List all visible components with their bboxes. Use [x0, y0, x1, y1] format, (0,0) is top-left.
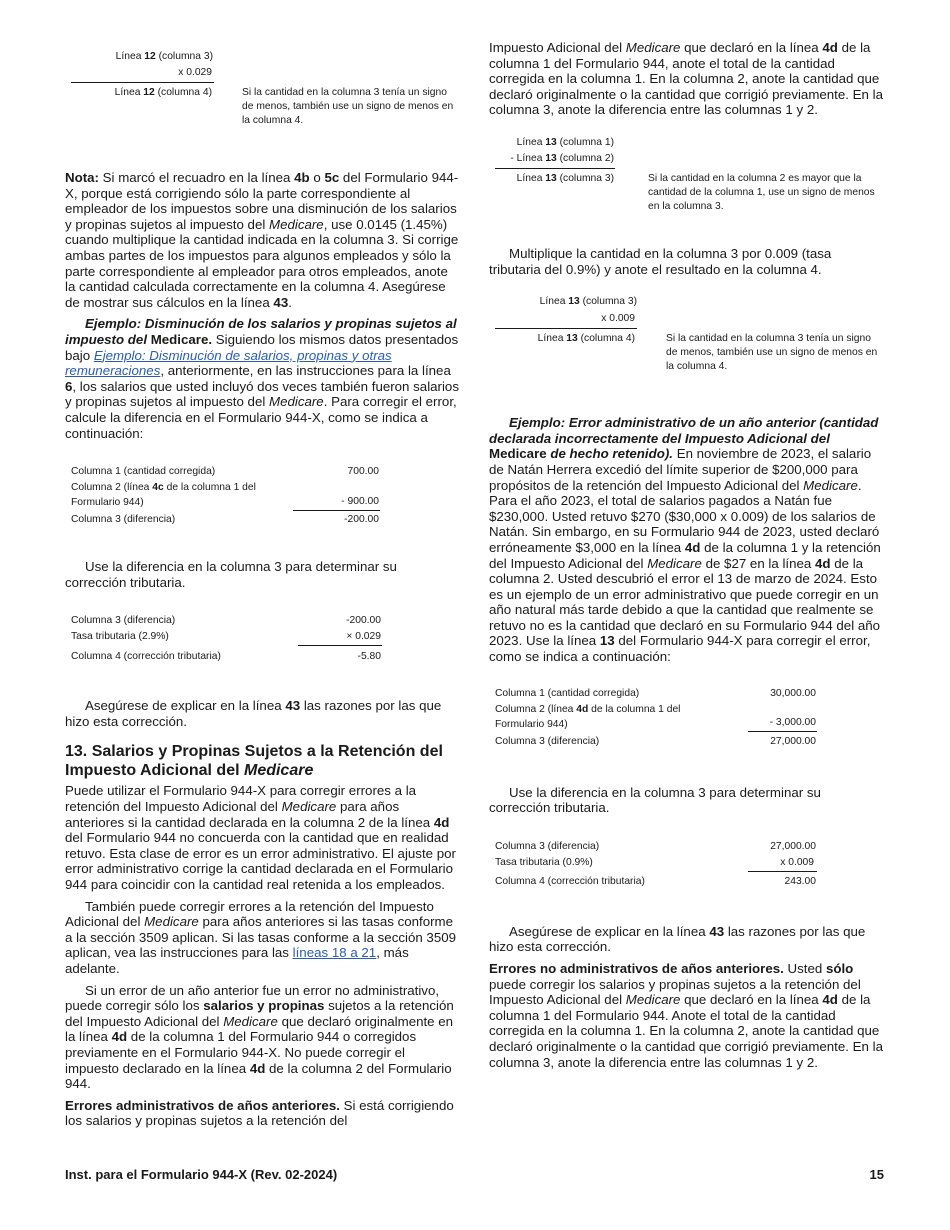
section-13-paragraph-2: También puede corregir errores a la retención del Impuesto Adicional del Medicare para años anteriores si las tasas conforme a la sección 3509 aplican. Si las tasas conforme a la sección 3509 aplican, vea las instrucciones para las líneas 18 a 21, más adelante. [65, 898, 457, 976]
table-row-label: Columna 1 (cantidad corregida) [71, 466, 216, 478]
footer-form-title: Inst. para el Formulario 944-X (Rev. 02-2024) [65, 1167, 338, 1182]
table-row-value: × 0.029 [346, 631, 381, 643]
lineas-18-21-link[interactable]: líneas 18 a 21 [292, 945, 377, 961]
table-row-label: Columna 3 (diferencia) [71, 615, 176, 627]
difference-table-right [489, 679, 885, 771]
calc-line12-multiplier: x 0.029 [178, 67, 212, 78]
ejemplo-disminucion-link[interactable]: Ejemplo: Disminución de salarios, propinas y otras remuneraciones [65, 347, 392, 379]
multiplique-paragraph: Multiplique la cantidad en la columna 3 por 0.009 (tasa tributaria del 0.9%) y anote el resultado en la columna 4. [489, 245, 832, 277]
nota-paragraph: Nota: Si marcó el recuadro en la línea 4b o 5c del Formulario 944-X, porque está corrigiendo sólo la parte correspondiente al empleador de los impuestos sobre una disminución de los salarios y propinas sujetos al impuesto del Medicare, use 0.0145 (1.45%) cuando multiplique la cantidad indicada en la columna 3. Si corrige ambas partes de los impuestos para algunos empleados y sólo la parte correspondiente al empleador para otros empleados, anote la cantidad calculada correctamente en la columna 4. Asegúrese de mostrar sus cálculos en la línea 43. [65, 170, 459, 310]
left-column [65, 40, 461, 1129]
calc-line12-note: Si la cantidad en la columna 3 tenía un signo de menos, también use un signo de menos en la columna 4. [242, 87, 454, 126]
table-row-value: x 0.009 [780, 856, 814, 868]
calc-line13-note: Si la cantidad en la columna 2 es mayor que la cantidad de la columna 1, use un signo de menos en la columna 3. [648, 172, 875, 212]
calc-line13-multiply [489, 287, 885, 415]
tax-correction-table-right [489, 830, 885, 920]
right-column [489, 40, 885, 1070]
table-total-rule [293, 510, 380, 511]
calc-line12 [65, 40, 461, 138]
table-row-label: Columna 1 (cantidad corregida) [495, 687, 640, 699]
tax-correction-table-left [65, 604, 461, 694]
calc-line13b-col3: Línea 13 (columna 3) [539, 296, 637, 308]
calc-line13b-col4: Línea 13 (columna 4) [537, 333, 635, 345]
table-total-rule [748, 731, 817, 732]
section-13-heading: 13. Salarios y Propinas Sujetos a la Retención del Impuesto Adicional del Medicare [65, 743, 443, 780]
calc-line13b-multiplier: x 0.009 [601, 313, 635, 325]
asegurese-paragraph-right: Asegúrese de explicar en la línea 43 las razones por las que hizo esta corrección. [489, 923, 866, 955]
table-total-rule [298, 645, 382, 646]
table-row-label: Columna 3 (diferencia) [495, 840, 600, 852]
table-row-label: Columna 4 (corrección tributaria) [71, 651, 221, 663]
table-row-value: -200.00 [346, 615, 381, 627]
table-row-label: Tasa tributaria (0.9%) [495, 856, 593, 868]
table-row-value: - 3,000.00 [769, 716, 816, 728]
calc-line13-col3: Línea 13 (columna 3) [516, 172, 614, 184]
table-row-label: Columna 2 (línea 4c de la columna 1 del [71, 482, 256, 494]
calc-line13-rule [495, 168, 615, 169]
errores-no-administrativos-paragraph: Errores no administrativos de años anteriores. Usted sólo puede corregir los salarios y propinas sujetos a la retención del Impuesto Adicional del Medicare que declaró en la línea 4d de la columna 1 del Formulario 944. Anote el total de la cantidad corregida en la columna 1. En la columna 2, anote la cantidad que declaró originalmente o la cantidad que corrigió previamente. En la columna 3, anote la diferencia entre las columnas 1 y 2. [489, 961, 883, 1070]
table-row-label: Columna 3 (diferencia) [71, 514, 176, 526]
table-row-value: -200.00 [344, 514, 379, 526]
calc-line13-col2: - Línea 13 (columna 2) [510, 152, 614, 164]
table-row-label: Columna 2 (línea 4d de la columna 1 del [495, 703, 681, 715]
table-row-label: Columna 4 (corrección tributaria) [495, 875, 645, 887]
table-row-value: - 900.00 [341, 496, 379, 508]
difference-table-left [65, 455, 461, 545]
table-row-value: 27,000.00 [770, 735, 816, 747]
calc-line13-difference [489, 128, 885, 238]
table-row-value: 27,000.00 [770, 840, 816, 852]
ejemplo-medicare-paragraph: Ejemplo: Disminución de los salarios y propinas sujetos al impuesto del Medicare. Siguiendo los mismos datos presentados bajo Ejemplo: Disminución de salarios, propinas y otras remuneraciones, anteriormente, en las instrucciones para la línea 6, los salarios que usted incluyó dos veces también fueron salarios y propinas sujetos al impuesto del Medicare. Para corregir el error, calcule la diferencia en el Formulario 944-X, como se indica a continuación: [65, 316, 459, 441]
calc-line12-rule [71, 82, 214, 83]
table-row-value: -5.80 [357, 651, 381, 663]
use-difference-paragraph-right: Use la diferencia en la columna 3 para determinar su corrección tributaria. [489, 784, 821, 816]
calc-line13-col1: Línea 13 (columna 1) [516, 136, 614, 148]
section-13-paragraph-1: Puede utilizar el Formulario 944-X para corregir errores a la retención del Impuesto Adicional del Medicare para años anteriores si la cantidad declarada en la columna 2 de la línea 4d del Formulario 944 no concuerda con la cantidad que en realidad retuvo. Esta clase de error es un error administrativo. El ajuste por error administrativo corrige la cantidad declarada en el Formulario 944 para coincidir con la cantidad real retenida a los empleados. [65, 783, 456, 893]
errores-administrativos-paragraph: Errores administrativos de años anteriores. Si está corrigiendo los salarios y propinas sujetos a la retención del [65, 1097, 454, 1129]
table-row-label: Tasa tributaria (2.9%) [71, 631, 169, 643]
calc-line12-col3: Línea 12 (columna 3) [115, 51, 213, 62]
table-row-label: Columna 3 (diferencia) [495, 735, 600, 747]
table-row-label: Formulario 944) [495, 718, 568, 730]
page-number: 15 [869, 1167, 884, 1182]
asegurese-paragraph: Asegúrese de explicar en la línea 43 las razones por las que hizo esta corrección. [65, 698, 442, 729]
section-13-paragraph-3: Si un error de un año anterior fue un error no administrativo, puede corregir sólo los salarios y propinas sujetos a la retención del Impuesto Adicional del Medicare que declaró originalmente en la línea 4d de la columna 1 del Formulario 944 o corregidos previamente en el Formulario 944-X. No puede corregir el impuesto declarado en la línea 4d de la columna 2 del Formulario 944. [65, 982, 454, 1092]
calc-line13b-note: Si la cantidad en la columna 3 tenía un signo de menos, también use un signo de menos en la columna 4. [666, 333, 878, 373]
table-row-value: 243.00 [784, 875, 816, 887]
table-row-label: Formulario 944) [71, 497, 144, 509]
ejemplo-error-administrativo-paragraph: Ejemplo: Error administrativo de un año anterior (cantidad declarada incorrectamente del Impuesto Adicional del Medicare de hecho retenido). En noviembre de 2023, el salario de Natán Herrera excedió del límite superior de $200,000 para propósitos de la retención del Impuesto Adicional del Medicare. Para el año 2023, el total de salarios pagados a Natán fue $230,000. Usted retuvo $270 ($30,000 x 0.009) de los salarios de Natán. Sin embargo, en su Formulario 944 de 2023, usted declaró erróneamente $3,000 en la línea 4d de la columna 1 y la retención del Impuesto Adicional del Medicare de $27 en la línea 4d de la columna 2. Usted descubrió el error el 13 de marzo de 2024. Esto es un ejemplo de un error administrativo que puede corregir en un año natural más tarde debido a que la cantidad que realmente se retuvo no es la cantidad que declaró en su Formulario 944 del año 2023. Use la línea 13 del Formulario 944-X para corregir el error, como se indica a continuación: [489, 415, 881, 665]
continued-paragraph: Impuesto Adicional del Medicare que declaró en la línea 4d de la columna 1 del Formulario 944, anote el total de la cantidad corregida en la columna 1. En la columna 2, anote la cantidad que declaró originalmente o la cantidad que corrigió previamente. En la columna 3, anote la diferencia entre las columnas 1 y 2. [489, 40, 883, 118]
table-row-value: 30,000.00 [770, 687, 816, 699]
table-row-value: 700.00 [347, 466, 379, 478]
table-total-rule [748, 871, 817, 872]
calc-line12-col4: Línea 12 (columna 4) [114, 87, 212, 98]
use-difference-paragraph: Use la diferencia en la columna 3 para determinar su corrección tributaria. [65, 559, 397, 590]
calc-line13b-rule [495, 328, 637, 329]
